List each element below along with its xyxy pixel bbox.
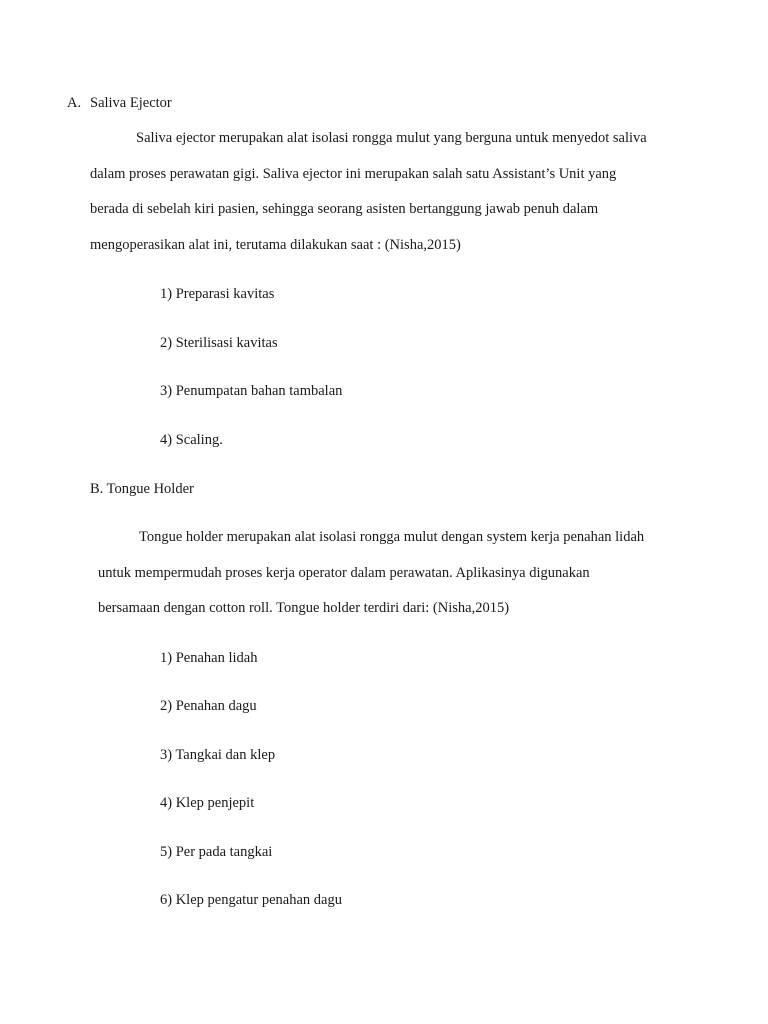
section-b-list-item-2: 2) Penahan dagu (160, 698, 257, 714)
section-b-list-item-1: 1) Penahan lidah (160, 650, 258, 666)
section-a-paragraph-line-1: Saliva ejector merupakan alat isolasi rongga mulut yang berguna untuk menyedot saliva (136, 130, 647, 146)
section-b-paragraph-line-1: Tongue holder merupakan alat isolasi rongga mulut dengan system kerja penahan lidah (139, 529, 645, 545)
section-b-list-item-5: 5) Per pada tangkai (160, 844, 273, 860)
section-b-list-item-3: 3) Tangkai dan klep (160, 747, 276, 763)
section-a-list-item-3: 3) Penumpatan bahan tambalan (160, 383, 343, 399)
section-a-paragraph-line-3: berada di sebelah kiri pasien, sehingga seorang asisten bertanggung jawab penuh dalam (90, 201, 599, 217)
section-b-list-item-4: 4) Klep penjepit (160, 795, 255, 811)
section-a-list-item-4: 4) Scaling. (160, 432, 223, 448)
section-b-paragraph-line-2: untuk mempermudah proses kerja operator dalam perawatan. Aplikasinya digunakan (98, 565, 590, 581)
section-a-title: Saliva Ejector (90, 95, 172, 111)
section-b-paragraph-line-3: bersamaan dengan cotton roll. Tongue holder terdiri dari: (Nisha,2015) (98, 600, 510, 616)
section-b-title: B. Tongue Holder (90, 481, 194, 497)
section-b-list-item-6: 6) Klep pengatur penahan dagu (160, 892, 342, 908)
section-a-list-item-1: 1) Preparasi kavitas (160, 286, 275, 302)
section-a-list-item-2: 2) Sterilisasi kavitas (160, 335, 278, 351)
section-a-paragraph-line-4: mengoperasikan alat ini, terutama dilakukan saat : (Nisha,2015) (90, 237, 461, 253)
section-a-marker: A. (67, 95, 82, 111)
section-a-paragraph-line-2: dalam proses perawatan gigi. Saliva ejector ini merupakan salah satu Assistant’s Unit yang (90, 166, 617, 182)
